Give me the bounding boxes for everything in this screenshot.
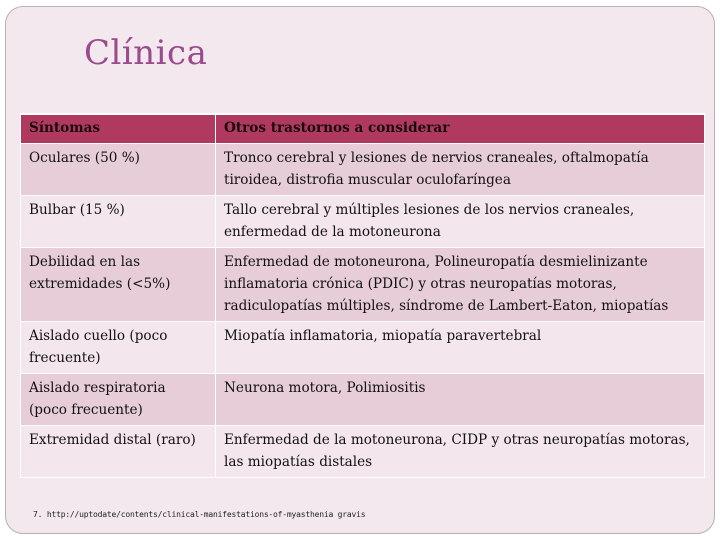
header-sintomas: Síntomas [21,114,216,144]
table-row [21,144,705,196]
table-row [21,196,705,248]
symptom-cell: Debilidad en las extremidades (<5%) [21,248,216,322]
symptom-cell: Aislado respiratoria (poco frecuente) [21,374,216,426]
reference-footnote: 7. http://uptodate/contents/clinical-manifestations-of-myasthenia gravis [33,510,366,519]
disorders-cell: Tallo cerebral y múltiples lesiones de los nervios craneales, enfermedad de la motoneurona [216,196,705,248]
symptoms-table [20,113,705,478]
header-otros-trastornos: Otros trastornos a considerar [216,114,705,144]
disorders-cell: Enfermedad de la motoneurona, CIDP y otras neuropatías motoras, las miopatías distales [216,426,705,478]
disorders-cell: Neurona motora, Polimiositis [216,374,705,426]
slide-title: Clínica [84,33,208,73]
table-row [21,248,705,322]
disorders-cell: Miopatía inflamatoria, miopatía paravertebral [216,322,705,374]
symptom-cell: Extremidad distal (raro) [21,426,216,478]
disorders-cell: Enfermedad de motoneurona, Polineuropatía desmielinizante inflamatoria crónica (PDIC) y otras neuropatías motoras, radiculopatías múltiples, síndrome de Lambert-Eaton, miopatías [216,248,705,322]
table-row [21,374,705,426]
symptom-cell: Oculares (50 %) [21,144,216,196]
symptom-cell: Bulbar (15 %) [21,196,216,248]
table-header-row [21,114,705,144]
table-row [21,426,705,478]
table-row [21,322,705,374]
symptom-cell: Aislado cuello (poco frecuente) [21,322,216,374]
disorders-cell: Tronco cerebral y lesiones de nervios craneales, oftalmopatía tiroidea, distrofia muscular oculofaríngea [216,144,705,196]
